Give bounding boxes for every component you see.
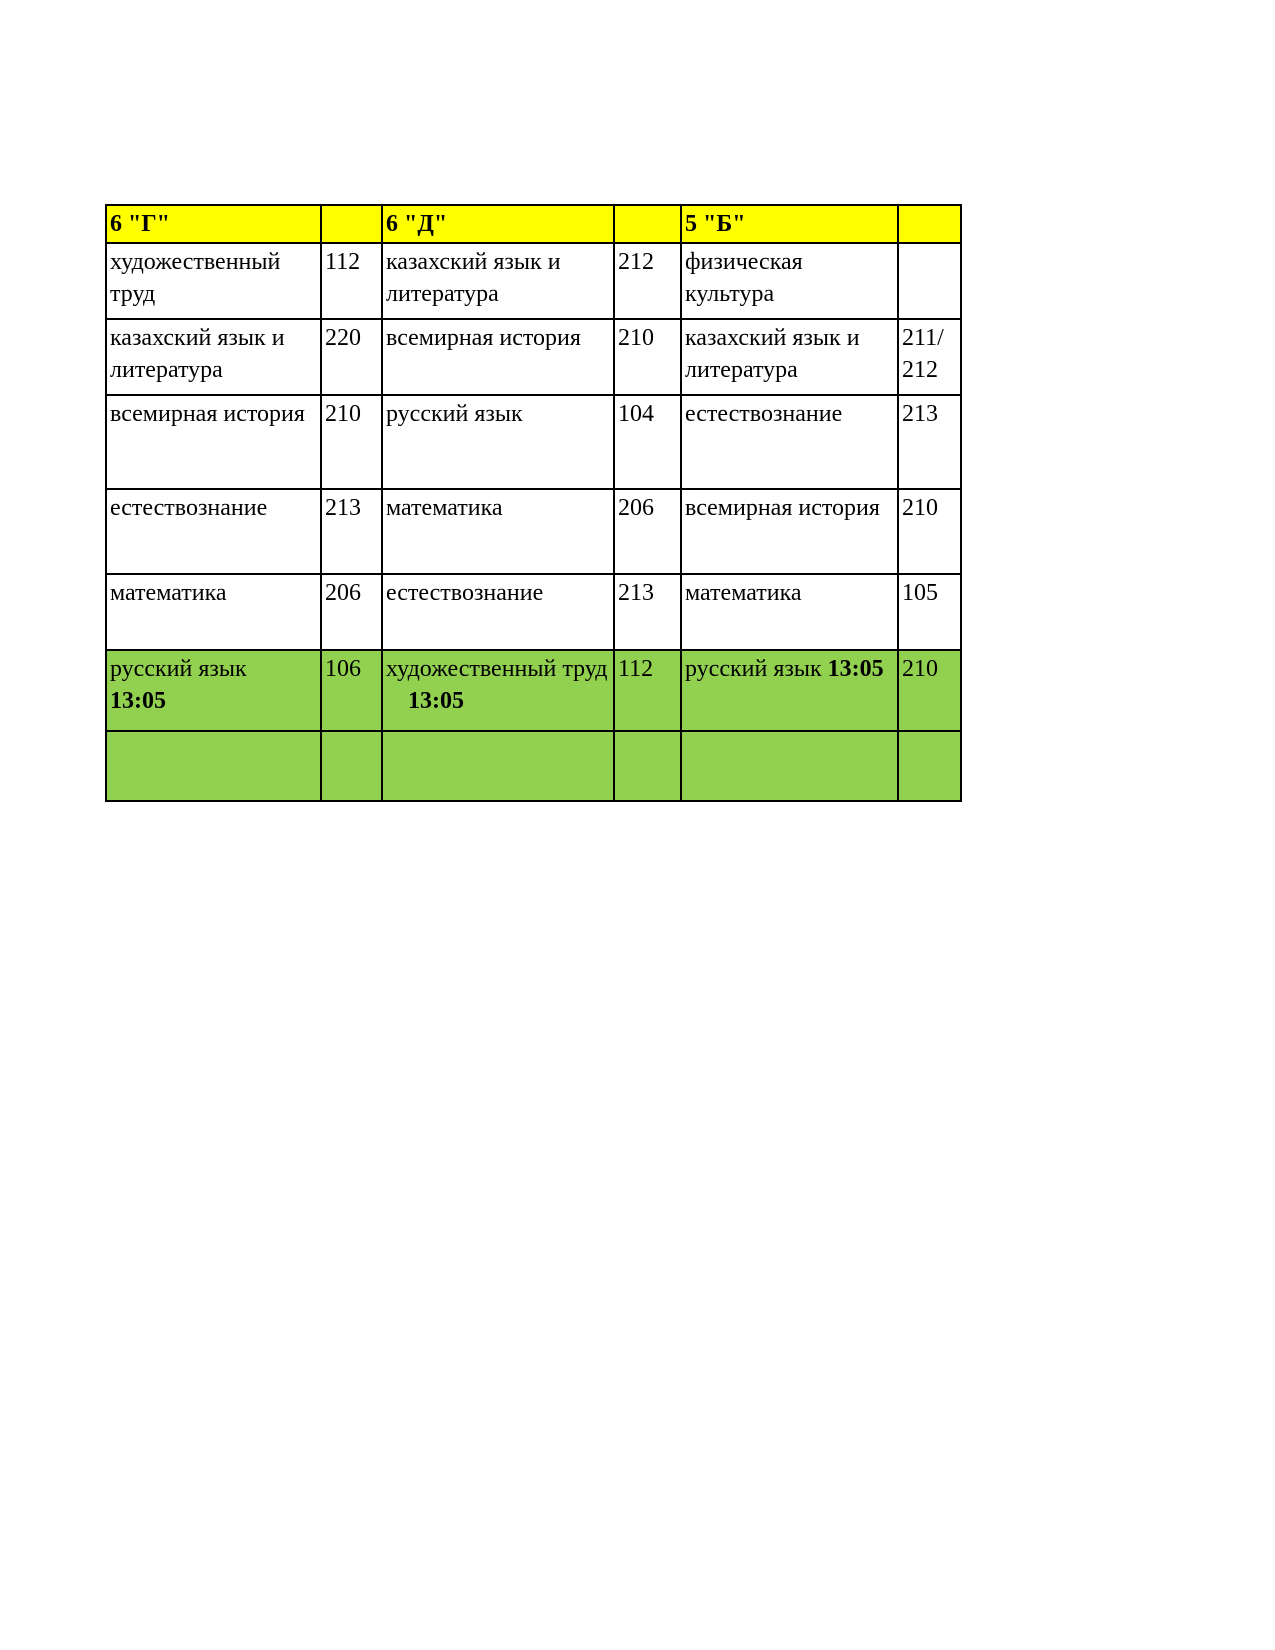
lesson-time: 13:05	[408, 688, 464, 714]
subject-cell	[106, 489, 321, 574]
subject-cell	[382, 319, 614, 395]
schedule-row	[106, 574, 961, 650]
room-cell: 210	[614, 319, 681, 395]
subject-text: русский язык	[110, 656, 247, 682]
room-cell: 210	[321, 395, 382, 489]
subject-cell	[106, 319, 321, 395]
room-cell: 220	[321, 319, 382, 395]
subject-text: художественный труд	[386, 656, 608, 682]
subject-cell	[106, 243, 321, 319]
subject-text: физическая культура	[685, 249, 803, 307]
subject-text: естествознание	[110, 495, 268, 521]
subject-text: казахский язык и литература	[110, 325, 285, 383]
room-cell: 211/ 212	[898, 319, 961, 395]
header-class-cell: 6 "Г"	[106, 205, 321, 243]
room-cell: 106	[321, 650, 382, 731]
subject-text: математика	[110, 580, 227, 606]
subject-text: казахский язык и литература	[386, 249, 561, 307]
subject-text: всемирная история	[685, 495, 880, 521]
room-cell: 213	[898, 395, 961, 489]
subject-text: математика	[685, 580, 802, 606]
subject-text: художественный труд	[110, 249, 281, 307]
subject-cell	[681, 489, 898, 574]
subject-cell	[681, 243, 898, 319]
schedule-row	[106, 731, 961, 801]
room-cell: 105	[898, 574, 961, 650]
room-cell: 104	[614, 395, 681, 489]
subject-cell	[106, 731, 321, 801]
subject-cell	[382, 243, 614, 319]
room-cell: 213	[614, 574, 681, 650]
subject-cell	[382, 395, 614, 489]
subject-text: естествознание	[386, 580, 544, 606]
subject-text: всемирная история	[110, 401, 305, 427]
schedule-table	[105, 204, 962, 802]
subject-cell	[106, 574, 321, 650]
subject-text: естествознание	[685, 401, 843, 427]
room-cell	[321, 731, 382, 801]
subject-cell	[681, 650, 898, 731]
room-cell	[614, 731, 681, 801]
subject-cell	[382, 574, 614, 650]
subject-cell	[681, 731, 898, 801]
subject-text: русский язык	[685, 656, 822, 682]
room-cell: 212	[614, 243, 681, 319]
schedule-row	[106, 395, 961, 489]
schedule-row	[106, 650, 961, 731]
room-cell: 206	[614, 489, 681, 574]
header-room-cell	[321, 205, 382, 243]
header-room-cell	[614, 205, 681, 243]
room-cell: 210	[898, 489, 961, 574]
subject-cell	[382, 489, 614, 574]
room-cell: 206	[321, 574, 382, 650]
lesson-time: 13:05	[827, 656, 884, 682]
room-cell: 112	[321, 243, 382, 319]
room-cell	[898, 243, 961, 319]
schedule-row	[106, 319, 961, 395]
subject-cell	[382, 650, 614, 731]
subject-text: всемирная история	[386, 325, 581, 351]
header-row	[106, 205, 961, 243]
subject-text: русский язык	[386, 401, 523, 427]
subject-cell	[106, 650, 321, 731]
subject-cell	[681, 574, 898, 650]
room-cell: 112	[614, 650, 681, 731]
subject-cell	[681, 395, 898, 489]
subject-cell	[681, 319, 898, 395]
subject-text: математика	[386, 495, 503, 521]
room-cell: 210	[898, 650, 961, 731]
schedule-row	[106, 243, 961, 319]
subject-cell	[382, 731, 614, 801]
subject-text: казахский язык и литература	[685, 325, 860, 383]
room-cell	[898, 731, 961, 801]
schedule-row	[106, 489, 961, 574]
subject-cell	[106, 395, 321, 489]
header-room-cell	[898, 205, 961, 243]
header-class-cell: 5 "Б"	[681, 205, 898, 243]
room-cell: 213	[321, 489, 382, 574]
lesson-time: 13:05	[110, 688, 166, 714]
header-class-cell: 6 "Д"	[382, 205, 614, 243]
schedule-body	[106, 205, 961, 801]
